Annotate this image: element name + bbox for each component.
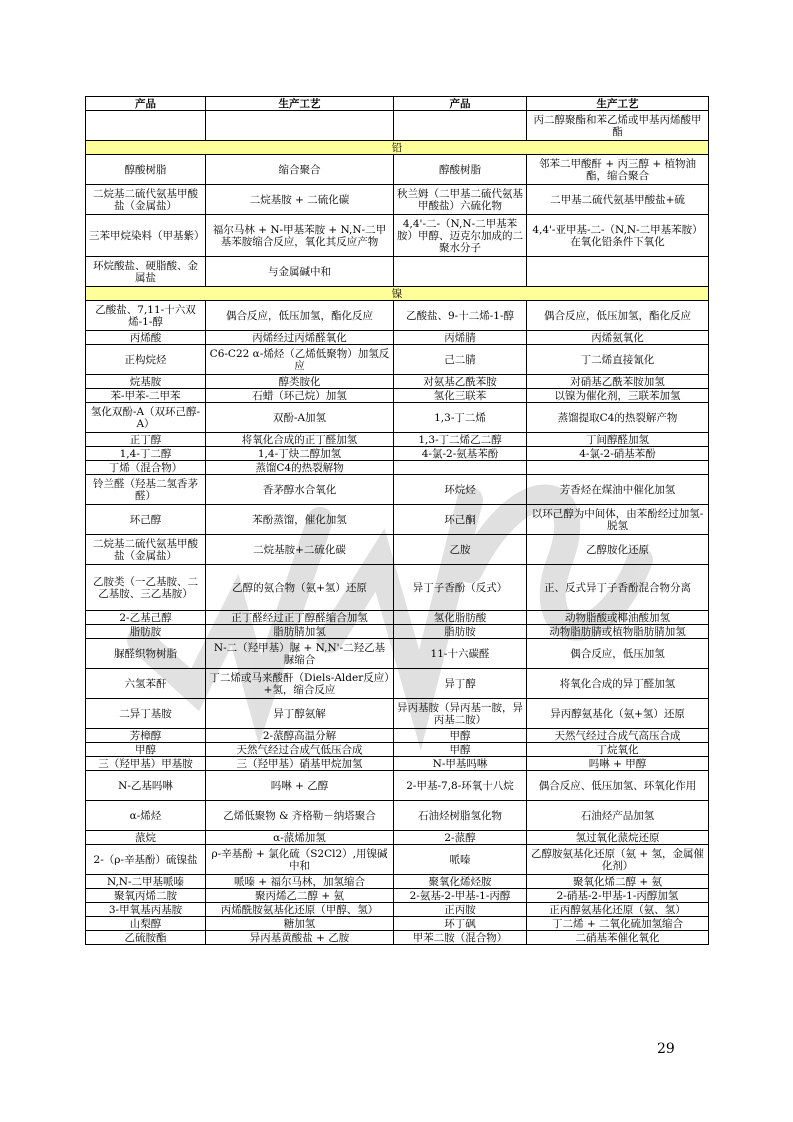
cell-product bbox=[394, 111, 527, 141]
cell-product: 脂肪胺 bbox=[394, 625, 527, 639]
cell-product: 烷基胺 bbox=[86, 375, 206, 389]
cell-process: 丁二烯 + 二氧化硫加氢缩合 bbox=[527, 917, 709, 931]
cell-product: 乙胺 bbox=[394, 535, 527, 565]
cell-product: 己二腈 bbox=[394, 345, 527, 375]
cell-product: 甲苯二胺（混合物） bbox=[394, 931, 527, 945]
section-row bbox=[86, 141, 709, 155]
cell-product: 甲醇 bbox=[86, 743, 206, 757]
cell-product: 氢化双酚-A（双环己醇-A） bbox=[86, 403, 206, 433]
table-row bbox=[86, 889, 709, 903]
cell-process: 芳香烃在煤油中催化加氢 bbox=[527, 475, 709, 505]
cell-product: 丙烯酸 bbox=[86, 331, 206, 345]
cell-product: 乙酸盐、7,11-十六双烯-1-醇 bbox=[86, 301, 206, 331]
cell-process: ρ-辛基酚 + 氯化硫（S2Cl2）,用镍碱中和 bbox=[206, 845, 394, 875]
table-row bbox=[86, 757, 709, 771]
header-process: 生产工艺 bbox=[206, 97, 394, 111]
cell-process: 异丙基黄酸盐 + 乙胺 bbox=[206, 931, 394, 945]
table-row bbox=[86, 625, 709, 639]
cell-product: 三苯甲烷染料（甲基紫） bbox=[86, 215, 206, 257]
cell-process: 2-蒎醇高温分解 bbox=[206, 729, 394, 743]
cell-process: 动物脂肪腈或植物脂肪腈加氢 bbox=[527, 625, 709, 639]
cell-product: 2-甲基-7,8-环氧十八烷 bbox=[394, 771, 527, 801]
cell-process: 异丁醇氨解 bbox=[206, 699, 394, 729]
cell-product: 甲醇 bbox=[394, 743, 527, 757]
cell-process: 邻苯二甲酸酐 + 丙三醇 + 植物油酯，缩合聚合 bbox=[527, 155, 709, 185]
cell-process: 动物脂酸或椰油酸加氢 bbox=[527, 611, 709, 625]
cell-process: 吗啉 + 甲醇 bbox=[527, 757, 709, 771]
cell-process: 偶合反应，低压加氢，酯化反应 bbox=[527, 301, 709, 331]
cell-product: 甲醇 bbox=[394, 729, 527, 743]
cell-product: 异丁醇 bbox=[394, 669, 527, 699]
cell-process: 氢过氧化蒎烷还原 bbox=[527, 831, 709, 845]
cell-product: 苯-甲苯-二甲苯 bbox=[86, 389, 206, 403]
cell-product: 三（羟甲基）甲基胺 bbox=[86, 757, 206, 771]
table-row bbox=[86, 845, 709, 875]
cell-process: 乙烯低聚物 & 齐格勒－纳塔聚合 bbox=[206, 801, 394, 831]
cell-product: N-乙基吗啉 bbox=[86, 771, 206, 801]
table-row bbox=[86, 389, 709, 403]
cell-process: 香茅醇水合氧化 bbox=[206, 475, 394, 505]
cell-product: 二烷基二硫代氨基甲酸盐（金属盐） bbox=[86, 185, 206, 215]
cell-process: 二烷基胺 + 二硫化碳 bbox=[206, 185, 394, 215]
cell-product: 聚氧丙烯二胺 bbox=[86, 889, 206, 903]
cell-product: 六氢苯酐 bbox=[86, 669, 206, 699]
cell-product: 环丁砜 bbox=[394, 917, 527, 931]
cell-process: α-蒎烯加氢 bbox=[206, 831, 394, 845]
table-row bbox=[86, 903, 709, 917]
cell-process: 2-硝基-2-甲基-1-丙醇加氢 bbox=[527, 889, 709, 903]
cell-process: 正丁醛经过正丁醇醛缩合加氢 bbox=[206, 611, 394, 625]
cell-process: 与金属碱中和 bbox=[206, 257, 394, 287]
cell-process: 吗啉 + 乙醇 bbox=[206, 771, 394, 801]
cell-product: 二异丁基胺 bbox=[86, 699, 206, 729]
cell-product: 氢化脂肪酸 bbox=[394, 611, 527, 625]
cell-product: 环烷酸盐、硬脂酸、金属盐 bbox=[86, 257, 206, 287]
table-row bbox=[86, 875, 709, 889]
cell-product: 醇酸树脂 bbox=[394, 155, 527, 185]
cell-product: N,N-二甲基哌嗪 bbox=[86, 875, 206, 889]
cell-product: 2-（ρ-辛基酚）硫镍盐 bbox=[86, 845, 206, 875]
cell-process: 乙醇胺氨基化还原（氨 + 氢，金属催化剂） bbox=[527, 845, 709, 875]
cell-product: 乙硫胺酯 bbox=[86, 931, 206, 945]
cell-process: 缩合聚合 bbox=[206, 155, 394, 185]
cell-product: 蒎烷 bbox=[86, 831, 206, 845]
cell-product: 异丁子香酚（反式） bbox=[394, 565, 527, 611]
cell-product: 芳樟醇 bbox=[86, 729, 206, 743]
table-row bbox=[86, 403, 709, 433]
cell-product: α-烯烃 bbox=[86, 801, 206, 831]
cell-process: 偶合反应，低压加氢，酯化反应 bbox=[206, 301, 394, 331]
production-process-table bbox=[85, 96, 709, 945]
cell-process: 4-氯-2-硝基苯酚 bbox=[527, 447, 709, 461]
table-row bbox=[86, 215, 709, 257]
header-process: 生产工艺 bbox=[527, 97, 709, 111]
table-row bbox=[86, 611, 709, 625]
cell-process: 石油烃产品加氢 bbox=[527, 801, 709, 831]
table-row bbox=[86, 931, 709, 945]
cell-process: 偶合反应、低压加氢、环氧化作用 bbox=[527, 771, 709, 801]
cell-process: 丙烯氨氧化 bbox=[527, 331, 709, 345]
cell-process: 石蜡（环己烷）加氢 bbox=[206, 389, 394, 403]
cell-process: 丁间醇醛加氢 bbox=[527, 433, 709, 447]
cell-product bbox=[86, 111, 206, 141]
cell-product: 石油烃树脂氢化物 bbox=[394, 801, 527, 831]
cell-product: 山梨醇 bbox=[86, 917, 206, 931]
table-row bbox=[86, 771, 709, 801]
cell-process: 双酚-A加氢 bbox=[206, 403, 394, 433]
table-row bbox=[86, 699, 709, 729]
cell-process: 二硝基苯催化氧化 bbox=[527, 931, 709, 945]
cell-process: 苯酚蒸馏，催化加氢 bbox=[206, 505, 394, 535]
cell-product: 3-甲氧基丙基胺 bbox=[86, 903, 206, 917]
table-row bbox=[86, 639, 709, 669]
cell-process: 将氧化合成的异丁醛加氢 bbox=[527, 669, 709, 699]
header-product: 产品 bbox=[394, 97, 527, 111]
table-row bbox=[86, 447, 709, 461]
cell-process: 蒸馏提取C4的热裂解产物 bbox=[527, 403, 709, 433]
cell-product: 丙烯腈 bbox=[394, 331, 527, 345]
table-row bbox=[86, 831, 709, 845]
table-body bbox=[86, 111, 709, 945]
cell-product: 脲醛织物树脂 bbox=[86, 639, 206, 669]
cell-product: 正丁醇 bbox=[86, 433, 206, 447]
cell-product: 4,4'-二-（N,N-二甲基苯胺）甲醇、迈克尔加成的二聚水分子 bbox=[394, 215, 527, 257]
cell-product: 聚氧化烯烃胺 bbox=[394, 875, 527, 889]
cell-product: 环烷烃 bbox=[394, 475, 527, 505]
cell-product: 乙胺类（一乙基胺、二乙基胺、三乙基胺） bbox=[86, 565, 206, 611]
cell-process: 福尔马林 + N-甲基苯胺 + N,N-二甲基苯胺缩合反应，氧化其反应产物 bbox=[206, 215, 394, 257]
cell-product: 正构烷烃 bbox=[86, 345, 206, 375]
cell-process: 二烷基胺+二硫化碳 bbox=[206, 535, 394, 565]
cell-product bbox=[394, 257, 527, 287]
table-row bbox=[86, 331, 709, 345]
table-row bbox=[86, 375, 709, 389]
cell-process: 乙醇胺化还原 bbox=[527, 535, 709, 565]
cell-product: 异丙基胺（异丙基一胺，异丙基二胺） bbox=[394, 699, 527, 729]
section-row bbox=[86, 287, 709, 301]
table-row bbox=[86, 345, 709, 375]
cell-product bbox=[394, 461, 527, 475]
cell-product: 丁烯（混合物） bbox=[86, 461, 206, 475]
cell-product: 1,4-丁二醇 bbox=[86, 447, 206, 461]
cell-product: 1,3-丁二烯 bbox=[394, 403, 527, 433]
cell-process: 蒸馏C4的热裂解物 bbox=[206, 461, 394, 475]
cell-process: 糖加氢 bbox=[206, 917, 394, 931]
cell-process: 二甲基二硫代氨基甲酸盐+硫 bbox=[527, 185, 709, 215]
cell-process: 丙二醇聚酯和苯乙烯或甲基丙烯酸甲酯 bbox=[527, 111, 709, 141]
header-product: 产品 bbox=[86, 97, 206, 111]
table-header-row bbox=[86, 97, 709, 111]
section-label: 铅 bbox=[86, 141, 709, 155]
cell-process: 天然气经过合成气低压合成 bbox=[206, 743, 394, 757]
cell-product: 氢化三联苯 bbox=[394, 389, 527, 403]
cell-process: 天然气经过合成气高压合成 bbox=[527, 729, 709, 743]
table-row bbox=[86, 505, 709, 535]
page-number: 29 bbox=[657, 1041, 675, 1057]
cell-process: 醇类胺化 bbox=[206, 375, 394, 389]
cell-process bbox=[527, 461, 709, 475]
table-row bbox=[86, 301, 709, 331]
table-row bbox=[86, 743, 709, 757]
table-row bbox=[86, 433, 709, 447]
cell-process: 异丙醇氨基化（氨+氢）还原 bbox=[527, 699, 709, 729]
cell-process: 偶合反应，低压加氢 bbox=[527, 639, 709, 669]
table-row bbox=[86, 729, 709, 743]
cell-product: 4-氯-2-氨基苯酚 bbox=[394, 447, 527, 461]
cell-process bbox=[206, 111, 394, 141]
table-row bbox=[86, 475, 709, 505]
cell-process: 1,4-丁炔二醇加氢 bbox=[206, 447, 394, 461]
cell-process: 聚丙烯乙二醇 + 氨 bbox=[206, 889, 394, 903]
cell-product: 2-乙基己醇 bbox=[86, 611, 206, 625]
cell-product: 哌嗪 bbox=[394, 845, 527, 875]
table-row bbox=[86, 257, 709, 287]
cell-process: N-二（羟甲基）脲 + N,N'-二羟乙基脲缩合 bbox=[206, 639, 394, 669]
table-row bbox=[86, 801, 709, 831]
cell-product: N-甲基吗啉 bbox=[394, 757, 527, 771]
table-row bbox=[86, 565, 709, 611]
cell-process: 4,4'-亚甲基-二-（N,N-二甲基苯胺）在氧化铅条件下氧化 bbox=[527, 215, 709, 257]
cell-product: 正丙胺 bbox=[394, 903, 527, 917]
table-row bbox=[86, 461, 709, 475]
cell-process: 以环己醇为中间体，由苯酚经过加氢-脱氢 bbox=[527, 505, 709, 535]
cell-product: 环己酮 bbox=[394, 505, 527, 535]
cell-process: 丙烯经过丙烯醛氧化 bbox=[206, 331, 394, 345]
cell-process: 正、反式异丁子香酚混合物分离 bbox=[527, 565, 709, 611]
cell-product: 醇酸树脂 bbox=[86, 155, 206, 185]
cell-process: 将氧化合成的正丁醛加氢 bbox=[206, 433, 394, 447]
cell-product: 秋兰姆（二甲基二硫代氨基甲酸盐）六硫化物 bbox=[394, 185, 527, 215]
cell-process: 哌嗪 + 福尔马林，加氢缩合 bbox=[206, 875, 394, 889]
cell-product: 环己醇 bbox=[86, 505, 206, 535]
cell-process: 丁二烯直接氰化 bbox=[527, 345, 709, 375]
cell-process: 丙烯酰胺氨基化还原（甲醇、氢） bbox=[206, 903, 394, 917]
cell-process: 丁二烯或马来酸酐（Diels-Alder反应）+氢，缩合反应 bbox=[206, 669, 394, 699]
table-row bbox=[86, 917, 709, 931]
cell-process bbox=[527, 257, 709, 287]
cell-product: 铃兰醛（羟基二氢香茅醛） bbox=[86, 475, 206, 505]
cell-process: 三（羟甲基）硝基甲烷加氢 bbox=[206, 757, 394, 771]
cell-product: 2-氨基-2-甲基-1-丙醇 bbox=[394, 889, 527, 903]
table-row bbox=[86, 155, 709, 185]
cell-product: 2-蒎醇 bbox=[394, 831, 527, 845]
cell-process: C6-C22 α-烯烃（乙烯低聚物）加氢反应 bbox=[206, 345, 394, 375]
section-label: 镍 bbox=[86, 287, 709, 301]
table-row bbox=[86, 535, 709, 565]
cell-process: 以镍为催化剂，三联苯加氢 bbox=[527, 389, 709, 403]
cell-process: 聚氧化烯二醇 + 氨 bbox=[527, 875, 709, 889]
cell-product: 二烷基二硫代氨基甲酸盐（金属盐） bbox=[86, 535, 206, 565]
cell-process: 丁烷氧化 bbox=[527, 743, 709, 757]
cell-process: 正丙醇氨基化还原（氨、氢） bbox=[527, 903, 709, 917]
table-row bbox=[86, 669, 709, 699]
cell-process: 脂肪腈加氢 bbox=[206, 625, 394, 639]
cell-product: 乙酸盐、9-十二烯-1-醇 bbox=[394, 301, 527, 331]
cell-product: 脂肪胺 bbox=[86, 625, 206, 639]
cell-product: 对氨基乙酰苯胺 bbox=[394, 375, 527, 389]
cell-process: 对硝基乙酰苯胺加氢 bbox=[527, 375, 709, 389]
cell-product: 1,3-丁二烯乙二醇 bbox=[394, 433, 527, 447]
cell-process: 乙醇的氨合物（氨+氢）还原 bbox=[206, 565, 394, 611]
table-row bbox=[86, 111, 709, 141]
cell-product: 11-十六碳醛 bbox=[394, 639, 527, 669]
table-row bbox=[86, 185, 709, 215]
